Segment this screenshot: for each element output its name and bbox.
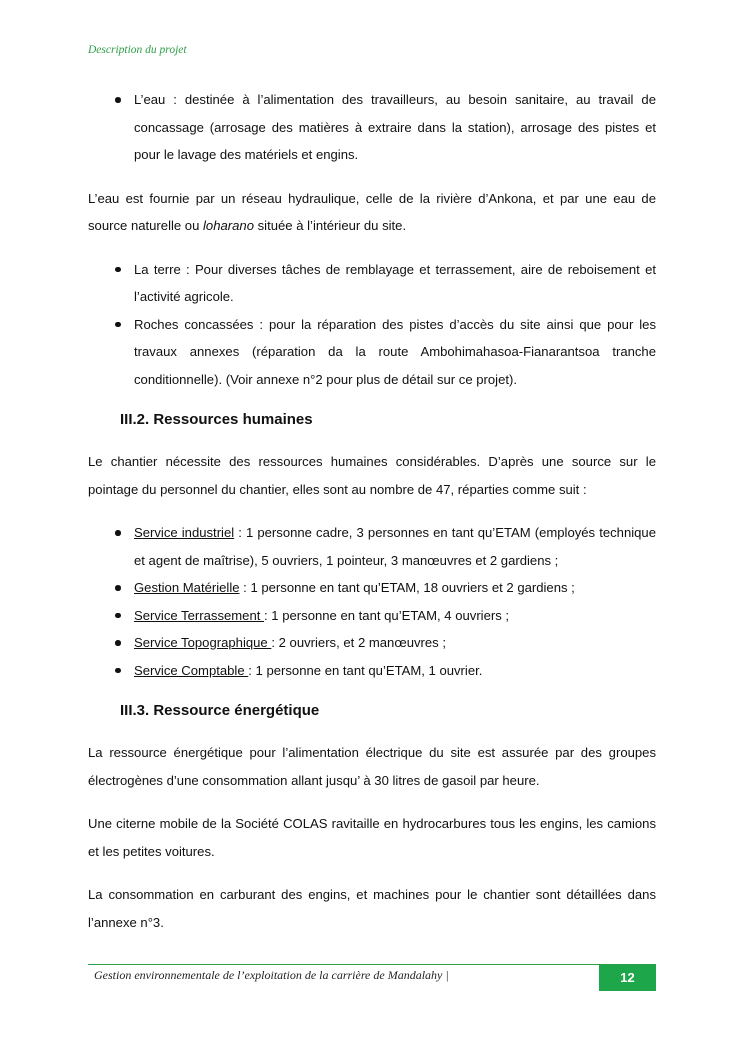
bullet-earth: La terre : Pour diverses tâches de remblayage et terrassement, aire de reboisement et l’activité agricole.: [88, 256, 656, 311]
heading-energy-resource: III.3. Ressource énergétique: [120, 702, 320, 719]
service-item-earthworks: [88, 602, 656, 630]
paragraph-energy-1: La ressource énergétique pour l’alimentation électrique du site est assurée par des groupes électrogènes d’une consommation allant jusqu’ à 30 litres de gasoil par heure.: [88, 745, 656, 788]
service-detail: : 1 personne en tant qu’ETAM, 4 ouvriers ;: [264, 607, 510, 623]
service-item-accounting: [88, 657, 656, 685]
paragraph-water-source: [88, 185, 656, 240]
water-source-text-1: L’eau est fournie par un réseau hydraulique, celle de la rivière d’Ankona, et par une eau de source naturelle ou: [88, 190, 656, 233]
service-detail: : 1 personne en tant qu’ETAM, 18 ouvriers et 2 gardiens ;: [239, 580, 575, 595]
service-name: Service Topographique: [134, 635, 272, 650]
page-body: [88, 86, 656, 952]
service-detail: : 1 personne en tant qu’ETAM, 1 ouvrier.: [248, 662, 483, 678]
paragraph-energy-3: La consommation en carburant des engins, et machines pour le chantier sont détaillées dans l’annexe n°3.: [88, 887, 656, 930]
page-number-badge: 12: [599, 965, 656, 991]
resource-list-water: [88, 86, 656, 169]
footer-title: Gestion environnementale de l’exploitation de la carrière de Mandalahy |: [94, 968, 449, 982]
service-name: Service industriel: [134, 525, 235, 540]
paragraph-energy-2: Une citerne mobile de la Société COLAS ravitaille en hydrocarbures tous les engins, les camions et les petites voitures.: [88, 816, 656, 859]
service-name: Service Comptable: [134, 662, 249, 678]
service-item-material: [88, 574, 656, 602]
water-source-text-2: située à l’intérieur du site.: [253, 218, 407, 233]
bullet-crushed-rocks: Roches concassées : pour la réparation des pistes d’accès du site ainsi que pour les travaux annexes (réparation da la route Ambohimahasoa-Fianarantsoa tranche conditionnelle). (Voir annexe n°2 pour plus de détail sur ce projet).: [88, 311, 656, 394]
paragraph-human-intro: Le chantier nécessite des ressources humaines considérables. D’après une source sur le pointage du personnel du chantier, elles sont au nombre de 47, réparties comme suit :: [88, 454, 656, 497]
service-name: Service Terrassement: [134, 607, 265, 623]
footer-divider: [88, 964, 656, 965]
services-list: [88, 519, 656, 684]
service-detail: : 2 ouvriers, et 2 manœuvres ;: [271, 635, 446, 650]
bullet-water: L’eau : destinée à l’alimentation des travailleurs, au besoin sanitaire, au travail de concassage (arrosage des matières à extraire dans la station), arrosage des pistes et pour le lavage des matériels et engins.: [88, 86, 656, 169]
running-header: Description du projet: [88, 44, 187, 56]
service-item-topography: [88, 629, 656, 657]
heading-human-resources: III.2. Ressources humaines: [120, 411, 313, 428]
resource-list-materials: [88, 256, 656, 394]
service-name: Gestion Matérielle: [134, 580, 240, 595]
service-detail: : 1 personne cadre, 3 personnes en tant qu’ETAM (employés technique et agent de maîtrise), 5 ouvriers, 1 pointeur, 3 manœuvres et 2 gardiens ;: [134, 525, 656, 568]
service-item-industrial: [88, 519, 656, 574]
water-source-italic-term: loharano: [203, 218, 254, 233]
